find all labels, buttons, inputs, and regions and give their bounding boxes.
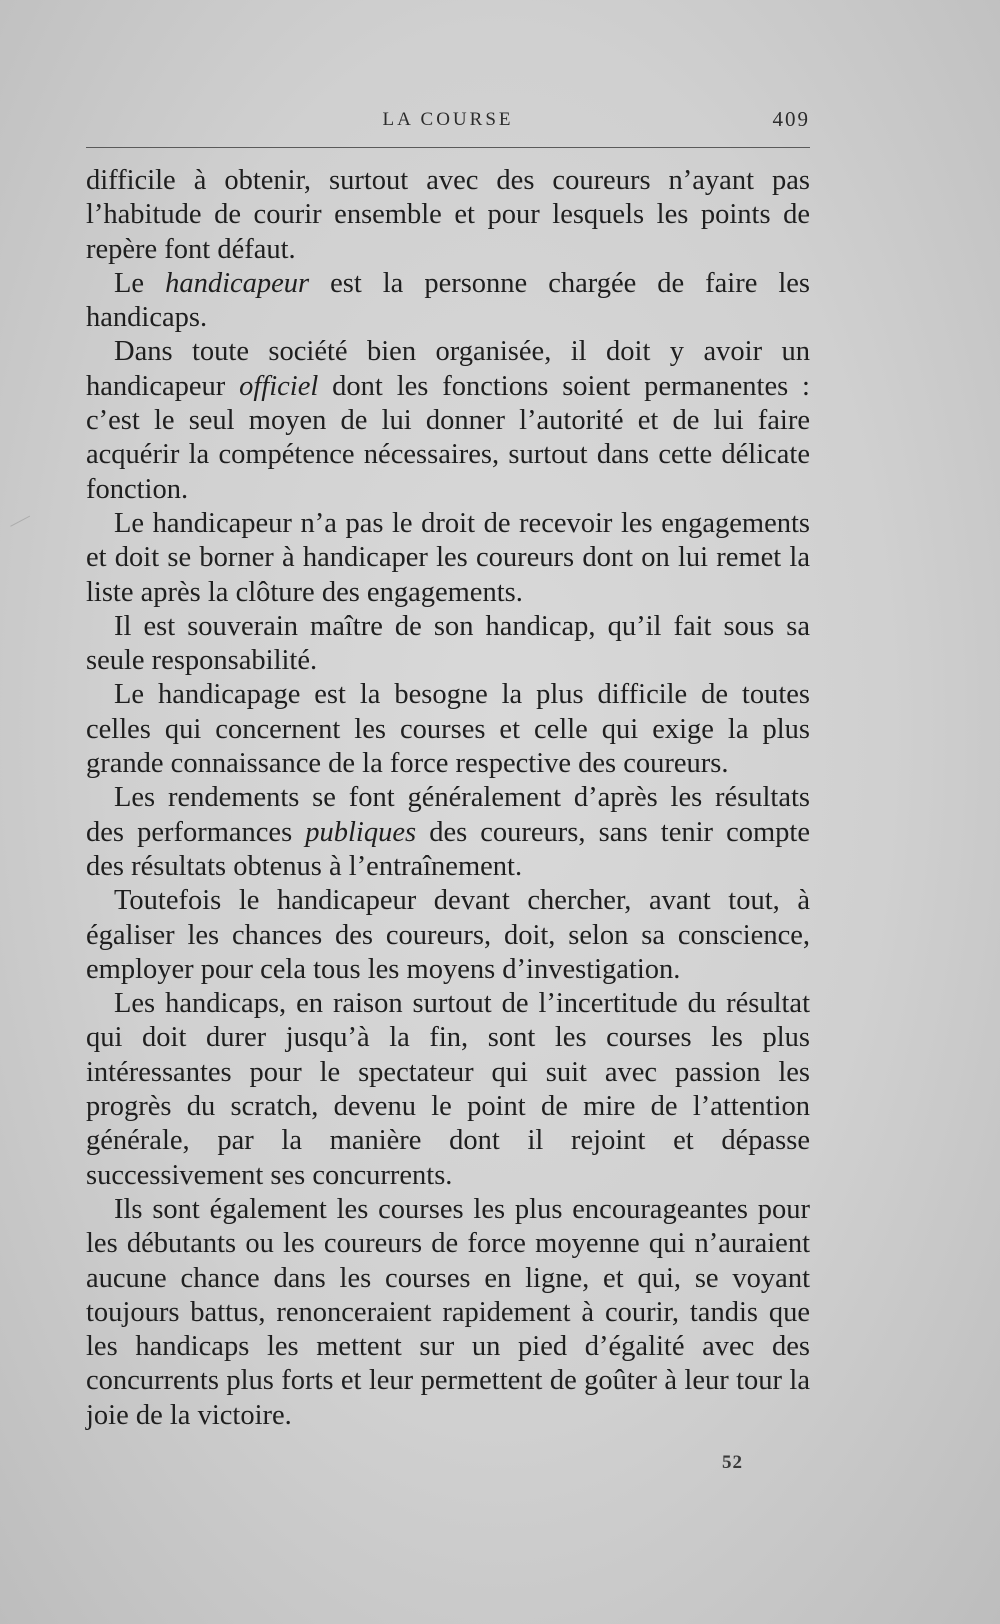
paragraph-text: dont les fonctions soient permanentes : c’est le seul moyen de lui donner l’autorité et de lui faire acquérir la compétence nécessaires, surtout dans cette délicate fonction.: [86, 370, 810, 505]
paragraph: [86, 164, 810, 267]
page-header: [86, 106, 810, 136]
header-rule: [86, 147, 810, 148]
paragraph-text: Les rendements se font généralement d’après les résultats des performances: [86, 782, 810, 848]
body-text: [86, 164, 810, 1433]
paragraph-text: Le handicapage est la besogne la plus difficile de toutes celles qui concernent les courses et celle qui exige la plus grande connaissance de la force respective des coureurs.: [86, 679, 810, 780]
paragraph-text: des coureurs, sans tenir compte des résultats obtenus à l’entraînement.: [86, 816, 810, 882]
paragraph-text: Dans toute société bien organisée, il doit y avoir un handicapeur: [86, 336, 810, 402]
italic-term: handicapeur: [165, 267, 310, 299]
signature-mark: 52: [722, 1452, 743, 1473]
paragraph: [86, 1193, 810, 1433]
running-title: LA COURSE: [382, 109, 514, 130]
paragraph: [86, 678, 810, 781]
paragraph: [86, 335, 810, 506]
italic-term: officiel: [239, 370, 319, 402]
paragraph: [86, 987, 810, 1193]
paragraph-text: Il est souverain maître de son handicap, qu’il fait sous sa seule responsabilité.: [86, 610, 810, 677]
paragraph-text: Les handicaps, en raison surtout de l’incertitude du résultat qui doit durer jusqu’à la fin, sont les courses les plus intéressantes pour le spectateur qui suit avec passion les progrès du scratch, devenu le point de mire de l’attention générale, par la manière dont il rejoint et dépasse successivement ses concurrents.: [86, 988, 810, 1191]
margin-pencil-mark: [10, 516, 36, 538]
paragraph-text: Le: [114, 267, 166, 299]
paragraph-text: Le handicapeur n’a pas le droit de recevoir les engagements et doit se borner à handicaper les coureurs dont on lui remet la liste après la clôture des engagements.: [86, 507, 810, 608]
italic-term: publiques: [305, 816, 417, 848]
paragraph: [86, 267, 810, 336]
paragraph-text: Ils sont également les courses les plus encourageantes pour les débutants ou les coureurs de force moyenne qui n’auraient aucune chance dans les courses en ligne, et qui, se voyant toujours battus, renonceraient rapidement à courir, tandis que les handicaps les mettent sur un pied d’égalité avec des concurrents plus forts et leur permettent de goûter à leur tour la joie de la victoire.: [86, 1193, 810, 1431]
paragraph-text: difficile à obtenir, surtout avec des coureurs n’ayant pas l’habitude de courir ensemble et pour lesquels les points de repère font défaut.: [86, 165, 810, 265]
paragraph: [86, 507, 810, 610]
paragraph: [86, 884, 810, 987]
paragraph: [86, 781, 810, 884]
paragraph-text: Toutefois le handicapeur devant chercher, avant tout, à égaliser les chances des coureurs, doit, selon sa conscience, employer pour cela tous les moyens d’investigation.: [86, 885, 810, 985]
paragraph: [86, 610, 810, 679]
paragraph-text: est la personne chargée de faire les handicaps.: [86, 267, 810, 334]
page-number: 409: [772, 107, 810, 131]
